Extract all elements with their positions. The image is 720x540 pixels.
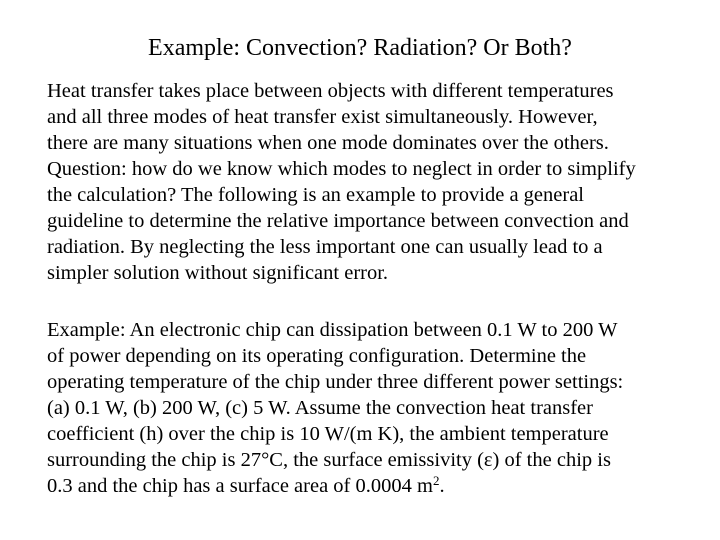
example-line: of power depending on its operating configuration. Determine the — [47, 345, 587, 367]
period: . — [439, 475, 445, 497]
example-line: operating temperature of the chip under three different power settings: — [47, 371, 624, 393]
example-line: Example: An electronic chip can dissipation between 0.1 W to 200 W — [47, 319, 618, 341]
intro-line: the calculation? The following is an example to provide a general — [47, 184, 584, 206]
intro-line: guideline to determine the relative importance between convection and — [47, 210, 629, 232]
area-exponent: 2 — [432, 473, 440, 488]
intro-line: radiation. By neglecting the less important one can usually lead to a — [47, 236, 603, 258]
example-line: surrounding the chip is 27°C, the surface emissivity (ε) of the chip is — [47, 449, 611, 471]
intro-line: simpler solution without significant error. — [47, 262, 389, 284]
example-paragraph — [47, 317, 697, 499]
slide-title: Example: Convection? Radiation? Or Both? — [148, 35, 572, 61]
intro-line: Heat transfer takes place between objects with different temperatures — [47, 80, 614, 102]
example-line: coefficient (h) over the chip is 10 W/(m K), the ambient temperature — [47, 423, 609, 445]
area-text: 0.3 and the chip has a surface area of 0.0004 m — [47, 475, 433, 497]
example-last-line — [47, 473, 697, 499]
intro-paragraph — [47, 78, 697, 286]
intro-line: there are many situations when one mode dominates over the others. — [47, 132, 609, 154]
intro-line: Question: how do we know which modes to neglect in order to simplify — [47, 158, 636, 180]
intro-line: and all three modes of heat transfer exist simultaneously. However, — [47, 106, 598, 128]
example-line: (a) 0.1 W, (b) 200 W, (c) 5 W. Assume the convection heat transfer — [47, 397, 593, 419]
